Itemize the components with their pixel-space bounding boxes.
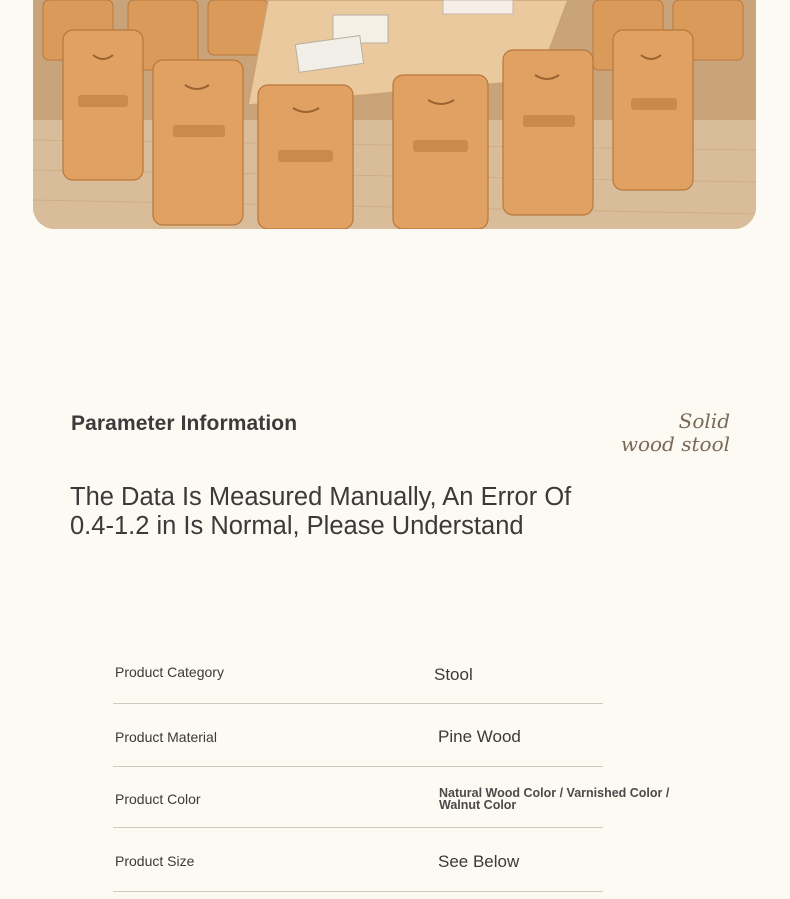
row-value: Natural Wood Color / Varnished Color / Walnut Color [439, 786, 670, 812]
measurement-note: The Data Is Measured Manually, An Error Of 0.4-1.2 in Is Normal, Please Understand [70, 483, 572, 540]
table-row [113, 828, 603, 892]
table-row [113, 640, 603, 704]
row-label: Product Material [115, 729, 217, 745]
script-tagline-line1: Solid [678, 409, 730, 433]
row-label: Product Color [115, 791, 201, 807]
row-label: Product Size [115, 853, 195, 869]
script-tagline [570, 410, 730, 456]
table-row [113, 704, 603, 767]
section-title: Parameter Information [71, 412, 298, 435]
row-value: See Below [438, 852, 520, 871]
row-value: Stool [434, 665, 473, 684]
row-value: Pine Wood [438, 727, 521, 746]
script-tagline-line2: wood stool [620, 432, 730, 456]
product-photo [33, 0, 756, 229]
table-row [113, 767, 670, 828]
row-label: Product Category [115, 664, 224, 680]
